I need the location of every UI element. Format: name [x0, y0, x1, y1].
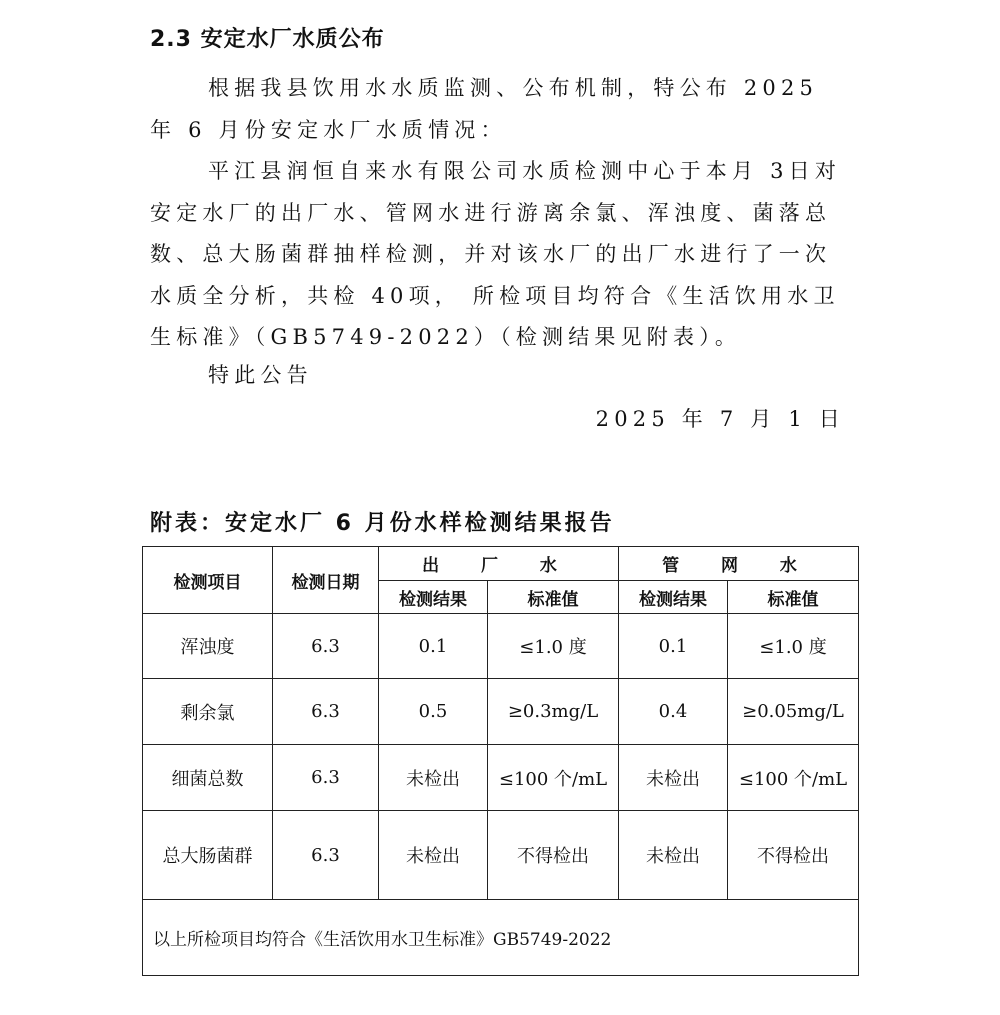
cell-item: 总大肠菌群 — [143, 811, 273, 900]
results-table — [142, 546, 859, 976]
table-row — [143, 679, 859, 745]
table-note: 以上所检项目均符合《生活饮用水卫生标准》GB5749-2022 — [143, 900, 859, 976]
table-row — [143, 811, 859, 900]
cell-date: 6.3 — [273, 745, 379, 811]
header-date: 检测日期 — [273, 547, 379, 614]
cell-date: 6.3 — [273, 679, 379, 745]
header-outlet-standard: 标准值 — [488, 581, 619, 614]
header-network-water: 管 网 水 — [619, 547, 859, 581]
table-note-row — [143, 900, 859, 976]
cell-item: 浑浊度 — [143, 614, 273, 679]
cell-network-standard: ≥0.05mg/L — [728, 679, 859, 745]
cell-network-standard: ≤1.0 度 — [728, 614, 859, 679]
notice-date: 2025 年 7 月 1 日 — [595, 407, 845, 431]
appendix-title: 附表：安定水厂 6 月份水样检测结果报告 — [150, 511, 615, 536]
cell-network-standard: ≤100 个/mL — [728, 745, 859, 811]
cell-item: 剩余氯 — [143, 679, 273, 745]
cell-network-result: 0.4 — [619, 679, 728, 745]
notice-paragraph-2: 平江县润恒自来水有限公司水质检测中心于本月 3日对安定水厂的出厂水、管网水进行游离余氯、浑浊度、菌落总数、总大肠菌群抽样检测，并对该水厂的出厂水进行了一次水质全分析，共检 40项， 所检项目均符合《生活饮用水卫生标准》（GB5749-2022）（检测结果见附表）。 — [150, 159, 842, 349]
table-row — [143, 614, 859, 679]
cell-outlet-standard: ≤100 个/mL — [488, 745, 619, 811]
header-item: 检测项目 — [143, 547, 273, 614]
table-header-row — [143, 547, 859, 581]
header-outlet-water: 出 厂 水 — [379, 547, 619, 581]
notice-closing: 特此公告 — [208, 363, 313, 387]
cell-outlet-standard: ≤1.0 度 — [488, 614, 619, 679]
cell-outlet-result: 0.5 — [379, 679, 488, 745]
cell-outlet-result: 未检出 — [379, 811, 488, 900]
table-row — [143, 745, 859, 811]
cell-outlet-standard: ≥0.3mg/L — [488, 679, 619, 745]
cell-network-result: 未检出 — [619, 745, 728, 811]
cell-network-result: 0.1 — [619, 614, 728, 679]
cell-outlet-result: 0.1 — [379, 614, 488, 679]
cell-network-standard: 不得检出 — [728, 811, 859, 900]
notice-paragraph-1: 根据我县饮用水水质监测、公布机制，特公布 2025 年 6 月份安定水厂水质情况： — [150, 76, 819, 142]
section-heading: 2.3 安定水厂水质公布 — [150, 27, 385, 52]
header-outlet-result: 检测结果 — [379, 581, 488, 614]
cell-date: 6.3 — [273, 614, 379, 679]
cell-outlet-result: 未检出 — [379, 745, 488, 811]
header-network-result: 检测结果 — [619, 581, 728, 614]
header-network-standard: 标准值 — [728, 581, 859, 614]
cell-date: 6.3 — [273, 811, 379, 900]
cell-outlet-standard: 不得检出 — [488, 811, 619, 900]
cell-network-result: 未检出 — [619, 811, 728, 900]
cell-item: 细菌总数 — [143, 745, 273, 811]
